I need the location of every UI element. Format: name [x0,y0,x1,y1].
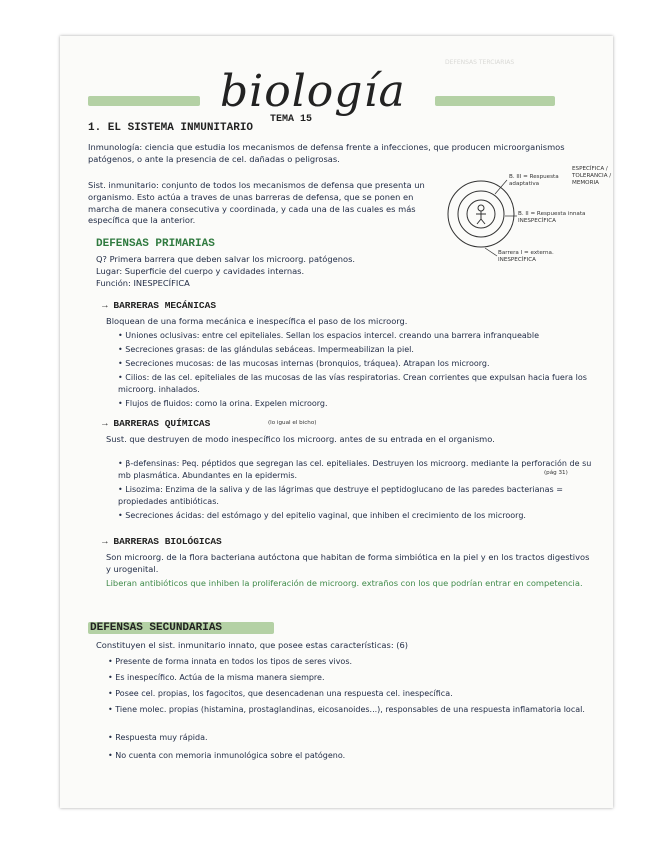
page-title: biología [220,66,406,117]
inmunologia-definition: Inmunología: ciencia que estudia los mecanismos de defensa frente a infecciones, que producen microorganismos patógenos, o ante la presencia de cel. dañadas o peligrosas. [88,142,565,164]
diagram-label-b1: Barrera I = externa. INESPECÍFICA [498,250,554,263]
diagram-label-b3: B. III = Respuesta adaptativa [509,174,559,187]
biologicas-text: Son microorg. de la flora bacteriana autóctona que habitan de forma simbiótica en la piel y en los tractos digestivos y urogenital. [106,552,590,574]
diagram-label-b3-side: ESPECÍFICA / TOLERANCIA / MEMORIA [572,166,612,186]
mecanicas-intro: Bloquean de una forma mecánica e inespecífica el paso de los microorg. [106,316,408,326]
section-heading: 1. EL SISTEMA INMUNITARIO [88,122,254,134]
mecanicas-item-1: • Uniones oclusivas: entre cel epiteliales. Sellan los espacios intercel. creando una barrera infranqueable [118,331,540,340]
biologicas-text-2: Liberan antibióticos que inhiben la proliferación de microorg. extraños con los que podrían entrar en competencia. [106,578,583,588]
secundarias-item-5: • Respuesta muy rápida. [108,733,208,742]
primarias-heading: DEFENSAS PRIMARIAS [96,238,215,250]
mecanicas-heading: → BARRERAS MECÁNICAS [102,300,217,311]
mecanicas-item-3: • Secreciones mucosas: de las mucosas internas (bronquios, tráquea). Atrapan los microorg. [118,359,490,368]
primarias-line-3: Función: INESPECÍFICA [96,278,190,288]
biologicas-heading: → BARRERAS BIOLÓGICAS [102,536,222,547]
secundarias-item-4: • Tiene molec. propias (histamina, prostaglandinas, eicosanoides...), responsables de una respuesta inflamatoria local. [108,705,585,714]
primarias-line-1: Q? Primera barrera que deben salvar los microorg. patógenos. [96,254,356,264]
quimicas-item-2: • Lisozima: Enzima de la saliva y de las lágrimas que destruye el peptidoglucano de las paredes bacterianas = propiedades antibióticas. [118,485,563,506]
person-icon [476,205,486,224]
secundarias-item-6: • No cuenta con memoria inmunológica sobre el patógeno. [108,751,346,760]
mecanicas-item-2: • Secreciones grasas: de las glándulas sebáceas. Impermeabilizan la piel. [118,345,414,354]
secundarias-intro: Constituyen el sist. inmunitario innato, que posee estas características: (6) [96,640,409,650]
quimicas-item-3: • Secreciones ácidas: del estómago y del epitelio vaginal, que inhiben el crecimiento de los microorg. [118,511,526,520]
secundarias-heading: DEFENSAS SECUNDARIAS [90,622,223,634]
topic-number: TEMA 15 [270,114,313,125]
notes-page [60,36,613,808]
secundarias-item-1: • Presente de forma innata en todos los tipos de seres vivos. [108,657,353,666]
diagram-label-b2: B. II = Respuesta innata INESPECÍFICA [518,211,586,224]
secundarias-item-3: • Posee cel. propias, los fagocitos, que desencadenan una respuesta cel. inespecífica. [108,689,453,698]
title-row [60,66,613,126]
ghost-bleed-text: DEFENSAS TERCIARIAS [445,59,515,66]
primarias-line-2: Lugar: Superficie del cuerpo y cavidades internas. [96,266,305,276]
quimicas-intro: Sust. que destruyen de modo inespecífico los microorg. antes de su entrada en el organismo. [106,434,495,444]
quimicas-page-ref: (pág 31) [544,470,568,476]
quimicas-heading: → BARRERAS QUÍMICAS [102,418,211,429]
quimicas-note: (lo igual el bicho) [268,420,317,426]
mecanicas-item-4: • Cilios: de las cel. epiteliales de las mucosas de las vías respiratorias. Crean corrientes que expulsan hacia fuera los microorg. inhalados. [118,373,587,394]
title-highlight-right [435,96,555,106]
secundarias-item-2: • Es inespecífico. Actúa de la misma manera siempre. [108,673,325,682]
quimicas-item-1: • β-defensinas: Peq. péptidos que segregan las cel. epiteliales. Destruyen los microorg. mediante la perforación de su mb plasmática. Abundantes en la epidermis. [118,459,592,480]
title-highlight-left [88,96,200,106]
sist-inmunitario-definition: Sist. inmunitario: conjunto de todos los mecanismos de defensa que presenta un organismo. Esto actúa a traves de unas barreras de defensa, que se ponen en marcha de manera consecutiva y coordinada, y cada una de las cuales es más específica que la anterior. [88,180,425,226]
mecanicas-item-5: • Flujos de fluidos: como la orina. Expelen microorg. [118,399,328,408]
